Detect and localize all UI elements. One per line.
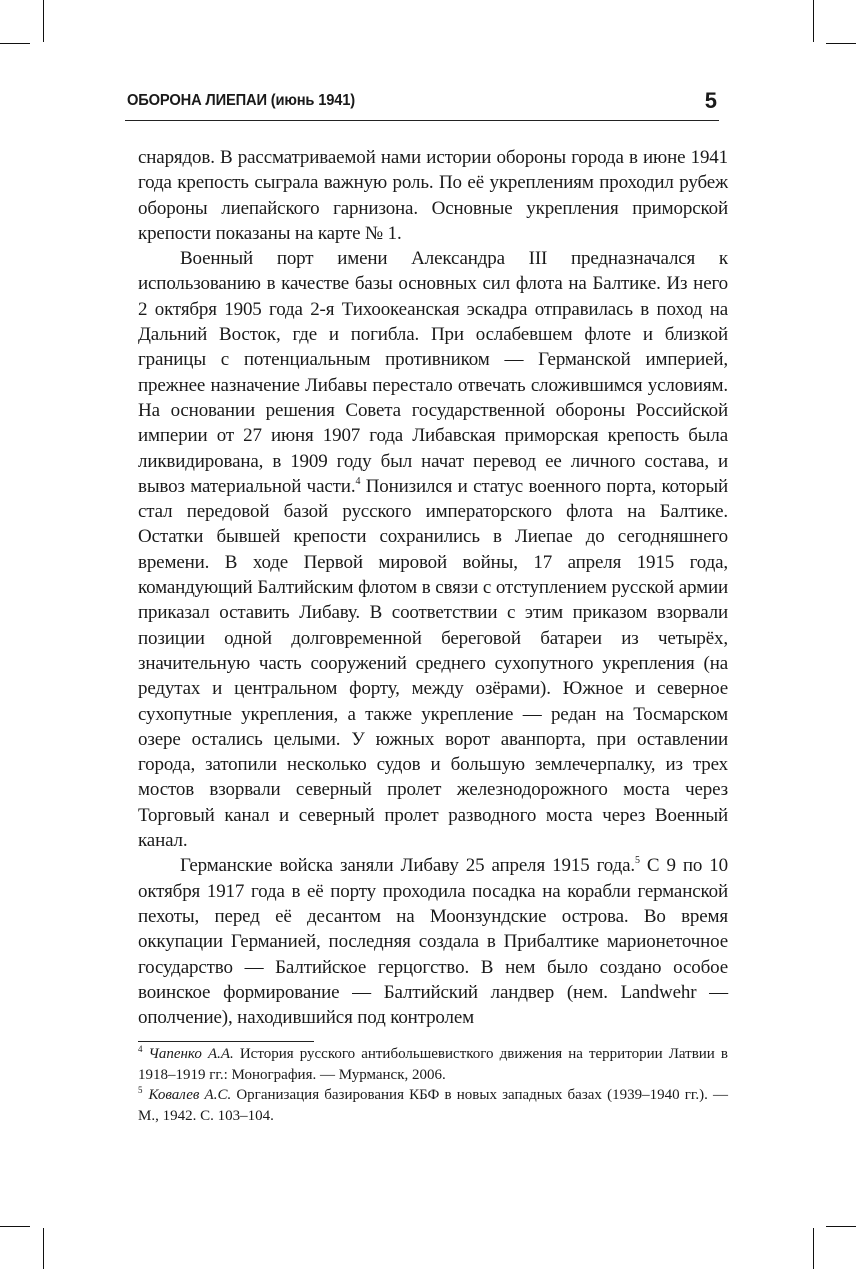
paragraph-3-part-a: Германские войска заняли Либаву 25 апреля 1915 года. bbox=[180, 855, 635, 877]
paragraph-2 bbox=[138, 246, 728, 853]
running-header bbox=[125, 88, 719, 121]
footnote-author: Ковалев А.С. bbox=[148, 1087, 232, 1103]
paragraph-3-part-b: С 9 по 10 октября 1917 года в её порту проходила посадка на корабли германской пехоты, перед её десантом на Моонзундские острова. Во время оккупации Германией, последняя создала в Прибалтике марионеточное государство — Балтийское герцогство. В нем было создано особое воинское формирование — Балтийский ландвер (нем. Landwehr — ополчение), находившийся под контролем bbox=[138, 855, 728, 1029]
footnote-text: История русского антибольшевисткого движения на территории Латвии в 1918–1919 гг.: Монография. — Мурманск, 2006. bbox=[138, 1046, 728, 1083]
crop-mark bbox=[0, 1226, 30, 1227]
footnote-4 bbox=[138, 1044, 728, 1085]
crop-mark bbox=[43, 1228, 44, 1269]
footnote-ref-5[interactable]: 5 bbox=[634, 855, 640, 867]
footnote-author: Чапенко А.А. bbox=[148, 1046, 234, 1062]
footnote-ref-4[interactable]: 4 bbox=[355, 475, 361, 487]
footnotes bbox=[138, 1044, 728, 1126]
running-header-title: ОБОРОНА ЛИЕПАИ (июнь 1941) bbox=[127, 92, 355, 109]
crop-mark bbox=[0, 43, 30, 44]
footnote-divider bbox=[138, 1041, 314, 1042]
paragraph-1: снарядов. В рассматриваемой нами истории обороны города в июне 1941 года крепость сыграла важную роль. По её укреплениям проходил рубеж обороны лиепайского гарнизона. Основные укрепления приморской крепости показаны на карте № 1. bbox=[138, 147, 728, 244]
page-number: 5 bbox=[704, 88, 717, 113]
paragraph-3 bbox=[138, 853, 728, 1030]
crop-mark bbox=[826, 1226, 856, 1227]
footnote-number: 5 bbox=[138, 1085, 143, 1095]
paragraph-2-part-b: Понизился и статус военного порта, который стал передовой базой русского императорского флота на Балтике. Остатки бывшей крепости сохранились в Лиепае до сегодняшнего времени. В ходе Первой мировой войны, 17 апреля 1915 года, командующий Балтийским флотом в связи с отступлением русской армии приказал оставить Либаву. В соответствии с этим приказом взорвали позиции одной долговременной береговой батареи из четырёх, значительную часть сооружений среднего сухопутного укрепления (на редутах и центральном форту, между озёрами). Южное и северное сухопутные укрепления, а также укрепление — редан на Тосмарском озере остались целыми. У южных ворот аванпорта, при оставлении города, затопили несколько судов и большую землечерпалку, из трех мостов взорвали северный пролет железнодорожного моста через Торговый канал и северный пролет разводного моста через Военный канал. bbox=[138, 475, 728, 852]
footnote-number: 4 bbox=[138, 1044, 143, 1054]
main-text bbox=[138, 145, 728, 1030]
crop-mark bbox=[43, 0, 44, 42]
paragraph-2-part-a: Военный порт имени Александра III предназначался к использованию в качестве базы основных сил флота на Балтике. Из него 2 октября 1905 года 2-я Тихоокеанская эскадра отправилась в поход на Дальний Восток, где и погибла. При ослабевшем флоте и близкой границы с потенциальным противником — Германской империей, прежнее назначение Либавы перестало отвечать сложившимся условиям. На основании решения Совета государственной обороны Российской империи от 27 июня 1907 года Либавская приморская крепость была ликвидирована, в 1909 году был начат перевод ее личного состава, и вывоз материальной части. bbox=[138, 248, 728, 497]
crop-mark bbox=[813, 1228, 814, 1269]
footnote-5 bbox=[138, 1085, 728, 1126]
footnote-text: Организация базирования КБФ в новых западных базах (1939–1940 гг.). — М., 1942. С. 103–104. bbox=[138, 1087, 728, 1124]
crop-mark bbox=[813, 0, 814, 42]
crop-mark bbox=[826, 43, 856, 44]
